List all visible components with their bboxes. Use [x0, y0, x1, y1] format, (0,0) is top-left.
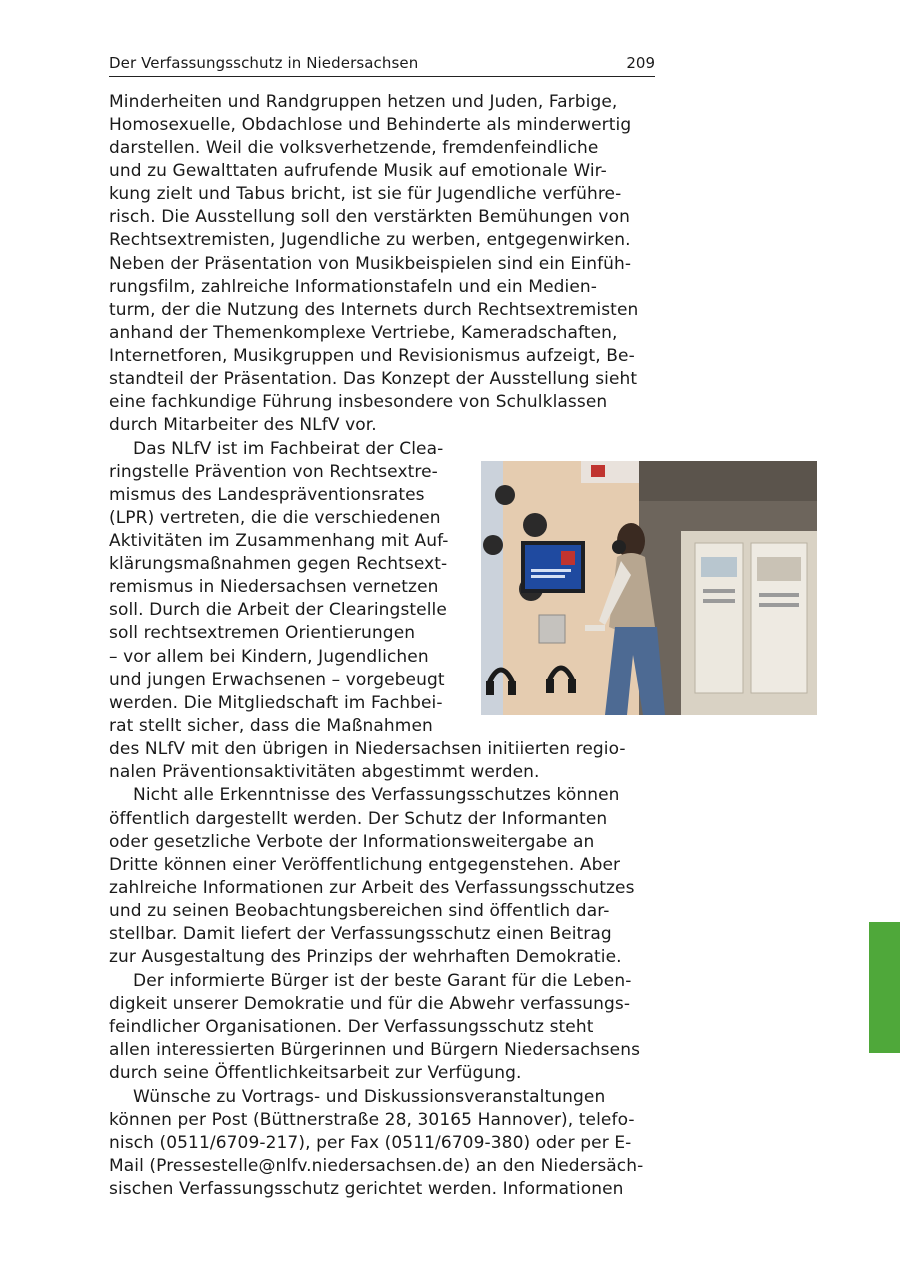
text-line: nisch (0511/6709-217), per Fax (0511/6709-380) oder per E-	[109, 1133, 632, 1153]
text-line: anhand der Themenkomplexe Vertriebe, Kameradschaften,	[109, 323, 618, 343]
text-line: Mail (Pressestelle@nlfv.niedersachsen.de) an den Niedersäch-	[109, 1156, 644, 1176]
exhibition-photo	[481, 461, 817, 715]
text-line: rat stellt sicher, dass die Maßnahmen	[109, 716, 433, 736]
text-line: und zu seinen Beobachtungsbereichen sind öffentlich dar-	[109, 901, 610, 921]
text-line: oder gesetzliche Verbote der Informationsweitergabe an	[109, 832, 595, 852]
text-line: Dritte können einer Veröffentlichung entgegenstehen. Aber	[109, 855, 621, 875]
header-title: Der Verfassungsschutz in Niedersachsen	[109, 54, 419, 72]
text-line: darstellen. Weil die volksverhetzende, fremdenfeindliche	[109, 138, 599, 158]
text-line: – vor allem bei Kindern, Jugendlichen	[109, 647, 429, 667]
text-line: Homosexuelle, Obdachlose und Behinderte als minderwertig	[109, 115, 632, 135]
text-line: zur Ausgestaltung des Prinzips der wehrhaften Demokratie.	[109, 947, 622, 967]
text-line: durch Mitarbeiter des NLfV vor.	[109, 415, 377, 435]
chapter-tab	[869, 922, 900, 1053]
text-line: ringstelle Prävention von Rechtsextre-	[109, 462, 438, 482]
text-line: turm, der die Nutzung des Internets durch Rechtsextremisten	[109, 300, 639, 320]
text-line: risch. Die Ausstellung soll den verstärkten Bemühungen von	[109, 207, 630, 227]
text-line: Minderheiten und Randgruppen hetzen und Juden, Farbige,	[109, 92, 618, 112]
text-line: rungsfilm, zahlreiche Informationstafeln und ein Medien-	[109, 277, 598, 297]
text-line: kung zielt und Tabus bricht, ist sie für Jugendliche verführe-	[109, 184, 622, 204]
text-line: klärungsmaßnahmen gegen Rechtsext-	[109, 554, 448, 574]
text-line: Das NLfV ist im Fachbeirat der Clea-	[133, 439, 444, 459]
exhibition-photo-illustration	[481, 461, 817, 715]
text-line: soll. Durch die Arbeit der Clearingstelle	[109, 600, 447, 620]
text-line: werden. Die Mitgliedschaft im Fachbei-	[109, 693, 443, 713]
text-line: können per Post (Büttnerstraße 28, 30165 Hannover), telefo-	[109, 1110, 635, 1130]
text-line: Nicht alle Erkenntnisse des Verfassungsschutzes können	[133, 785, 620, 805]
text-line: Der informierte Bürger ist der beste Garant für die Leben-	[133, 971, 632, 991]
text-line: Internetforen, Musikgruppen und Revisionismus aufzeigt, Be-	[109, 346, 635, 366]
running-header	[109, 54, 655, 77]
text-line: nalen Präventionsaktivitäten abgestimmt werden.	[109, 762, 540, 782]
text-line: stellbar. Damit liefert der Verfassungsschutz einen Beitrag	[109, 924, 612, 944]
text-line: (LPR) vertreten, die die verschiedenen	[109, 508, 441, 528]
page-number: 209	[626, 54, 655, 72]
text-line: öffentlich dargestellt werden. Der Schutz der Informanten	[109, 809, 608, 829]
text-line: soll rechtsextremen Orientierungen	[109, 623, 416, 643]
text-line: Wünsche zu Vortrags- und Diskussionsveranstaltungen	[133, 1087, 606, 1107]
text-line: standteil der Präsentation. Das Konzept der Ausstellung sieht	[109, 369, 638, 389]
text-line: Aktivitäten im Zusammenhang mit Auf-	[109, 531, 449, 551]
text-line: remismus in Niedersachsen vernetzen	[109, 577, 439, 597]
text-line: Rechtsextremisten, Jugendliche zu werben, entgegenwirken.	[109, 230, 631, 250]
text-line: sischen Verfassungsschutz gerichtet werden. Informationen	[109, 1179, 624, 1199]
text-line: digkeit unserer Demokratie und für die Abwehr verfassungs-	[109, 994, 631, 1014]
text-line: mismus des Landespräventionsrates	[109, 485, 425, 505]
text-line: des NLfV mit den übrigen in Niedersachsen initiierten regio-	[109, 739, 626, 759]
text-line: zahlreiche Informationen zur Arbeit des Verfassungsschutzes	[109, 878, 635, 898]
text-line: Neben der Präsentation von Musikbeispielen sind ein Einfüh-	[109, 254, 632, 274]
text-line: allen interessierten Bürgerinnen und Bürgern Niedersachsens	[109, 1040, 641, 1060]
text-line: eine fachkundige Führung insbesondere von Schulklassen	[109, 392, 608, 412]
text-line: und zu Gewalttaten aufrufende Musik auf emotionale Wir-	[109, 161, 607, 181]
text-line: und jungen Erwachsenen – vorgebeugt	[109, 670, 445, 690]
text-line: feindlicher Organisationen. Der Verfassungsschutz steht	[109, 1017, 594, 1037]
text-line: durch seine Öffentlichkeitsarbeit zur Verfügung.	[109, 1063, 522, 1083]
